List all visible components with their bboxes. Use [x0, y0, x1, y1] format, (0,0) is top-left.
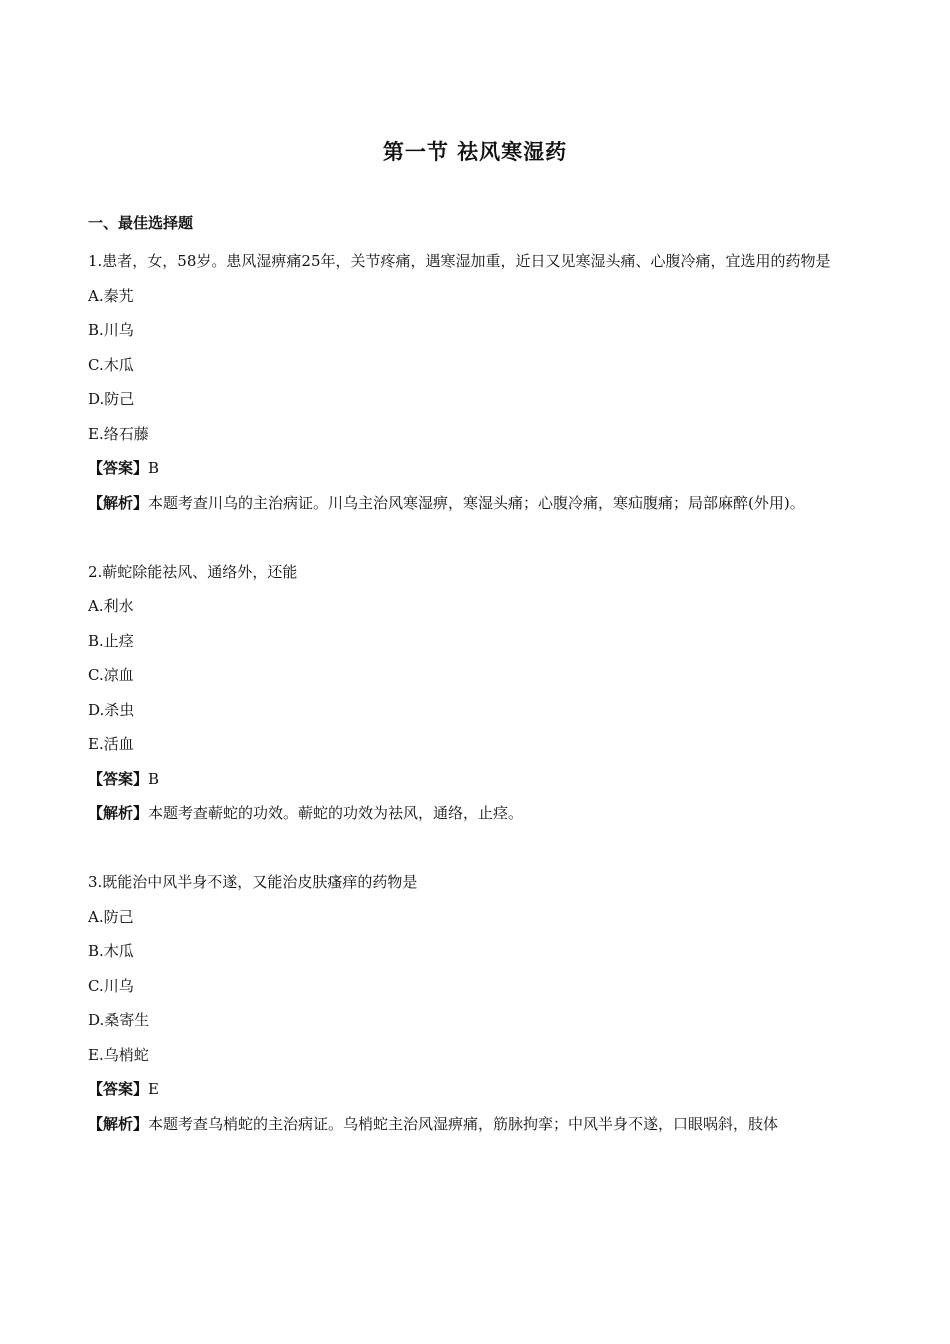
- answer-line: [88, 1072, 858, 1107]
- answer-value: E: [148, 1080, 159, 1098]
- question-list: [88, 244, 858, 1141]
- section-heading: 一、最佳选择题: [88, 214, 194, 232]
- option-c: C.川乌: [88, 976, 134, 995]
- option-d: D.杀虫: [88, 700, 135, 719]
- option-c: C.木瓜: [88, 355, 134, 374]
- answer-label: 【答案】: [88, 459, 149, 477]
- answer-value: B: [148, 459, 160, 477]
- answer-line: [88, 762, 858, 797]
- option-a: A.秦艽: [88, 286, 134, 305]
- option-a: A.防己: [88, 907, 134, 926]
- question-item: [88, 555, 858, 831]
- option-b: B.止痉: [88, 631, 134, 650]
- explanation-line: [88, 796, 858, 831]
- explanation-text: 本题考查川乌的主治病证。川乌主治风寒湿痹，寒湿头痛；心腹冷痛，寒疝腹痛；局部麻醉(外用)。: [148, 493, 805, 512]
- explanation-label: 【解析】: [88, 493, 149, 512]
- answer-label: 【答案】: [88, 1080, 149, 1098]
- option-b: B.川乌: [88, 321, 134, 339]
- option-e: E.络石藤: [88, 424, 149, 443]
- explanation-text: 本题考查蕲蛇的功效。蕲蛇的功效为祛风，通络，止痉。: [148, 804, 524, 822]
- option-a: A.利水: [88, 597, 134, 615]
- explanation-text: 本题考查乌梢蛇的主治病证。乌梢蛇主治风湿痹痛，筋脉拘挛；中风半身不遂，口眼㖞斜，肢体: [148, 1114, 779, 1133]
- answer-label: 【答案】: [88, 769, 149, 788]
- option-c: C.凉血: [88, 666, 134, 684]
- page-title: 第一节 祛风寒湿药: [382, 140, 568, 164]
- question-stem: 1.患者，女，58岁。患风湿痹痛25年，关节疼痛，遇寒湿加重，近日又见寒湿头痛、心腹冷痛，宜选用的药物是: [88, 252, 831, 270]
- option-b: B.木瓜: [88, 942, 134, 960]
- option-d: D.桑寄生: [88, 1011, 150, 1029]
- explanation-line: [88, 1107, 858, 1142]
- question-stem: 2.蕲蛇除能祛风、通络外，还能: [88, 562, 298, 581]
- question-stem: 3.既能治中风半身不遂，又能治皮肤瘙痒的药物是: [88, 873, 418, 891]
- question-item: [88, 244, 858, 520]
- option-e: E.活血: [88, 735, 134, 753]
- explanation-label: 【解析】: [88, 804, 149, 822]
- answer-value: B: [148, 769, 160, 788]
- explanation-label: 【解析】: [88, 1114, 149, 1133]
- question-item: [88, 865, 858, 1141]
- option-d: D.防己: [88, 390, 135, 408]
- option-e: E.乌梢蛇: [88, 1045, 149, 1064]
- answer-line: [88, 451, 858, 486]
- explanation-line: [88, 486, 858, 521]
